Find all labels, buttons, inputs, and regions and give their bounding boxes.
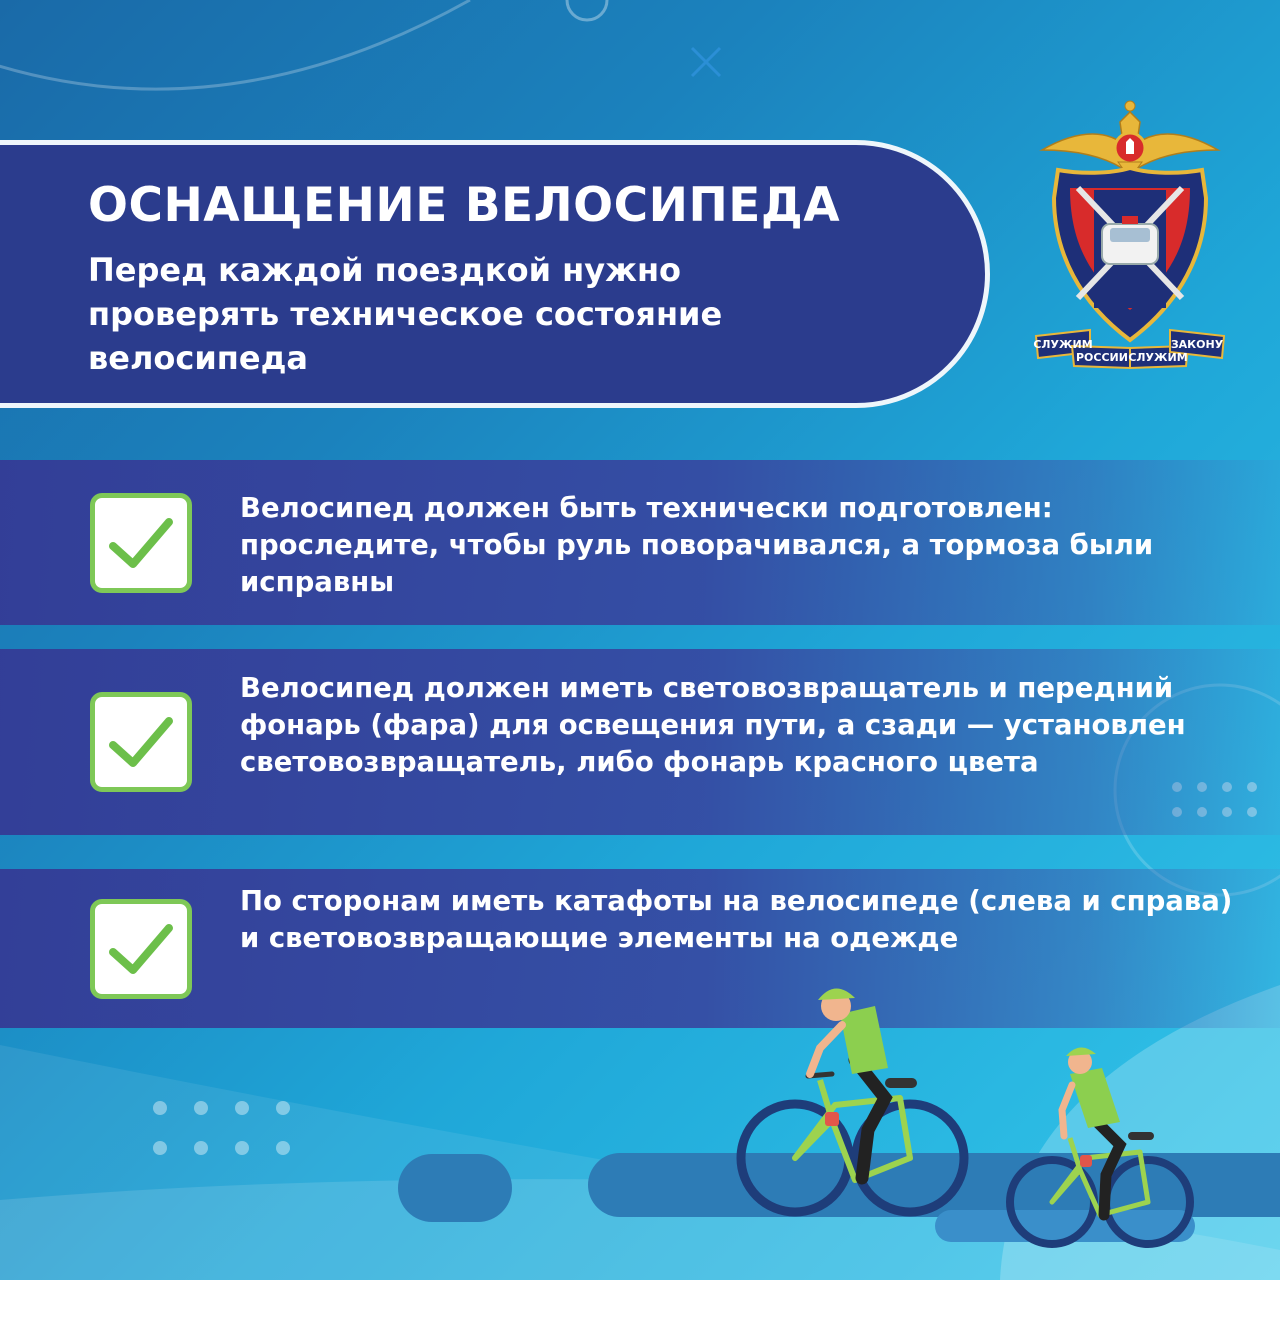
cyclists-illustration [380, 970, 1240, 1270]
checkmark-icon [105, 914, 177, 984]
checkbox [90, 493, 192, 593]
checklist-item-text: По сторонам иметь катафоты на велосипеде (слева и справа) и световозвращающие элементы на одежде [240, 885, 1233, 954]
emblem-ribbon-text: ЗАКОНУ [1170, 338, 1224, 351]
page-title: ОСНАЩЕНИЕ ВЕЛОСИПЕДА [88, 178, 841, 233]
police-emblem-icon [1030, 78, 1230, 378]
checkmark-icon [105, 707, 177, 777]
checkbox [90, 899, 192, 999]
emblem-ribbon-text: РОССИИ [1076, 351, 1128, 364]
checklist-item [0, 649, 1280, 835]
checklist-item-text: Велосипед должен быть технически подготовлен: проследите, чтобы руль поворачивался, а тормоза были исправны [240, 492, 1154, 598]
checklist-item-text: Велосипед должен иметь световозвращатель и передний фонарь (фара) для освещения пути, а сзади — установлен световозвращатель, либо фонарь красного цвета [240, 672, 1186, 778]
checkmark-icon [105, 508, 177, 578]
cyclist-icon [741, 988, 964, 1212]
checklist-item [0, 460, 1280, 625]
page-subtitle: Перед каждой поездкой нужно проверять техническое состояние велосипеда [88, 251, 723, 377]
cyclist-icon [1010, 1047, 1190, 1244]
checkbox [90, 692, 192, 792]
shield-icon [1054, 168, 1206, 340]
emblem-ribbon-text: СЛУЖИМ [1033, 338, 1093, 351]
dot-grid-bottom-left [150, 1098, 300, 1158]
emblem-ribbon-text: СЛУЖИМ [1128, 351, 1188, 364]
